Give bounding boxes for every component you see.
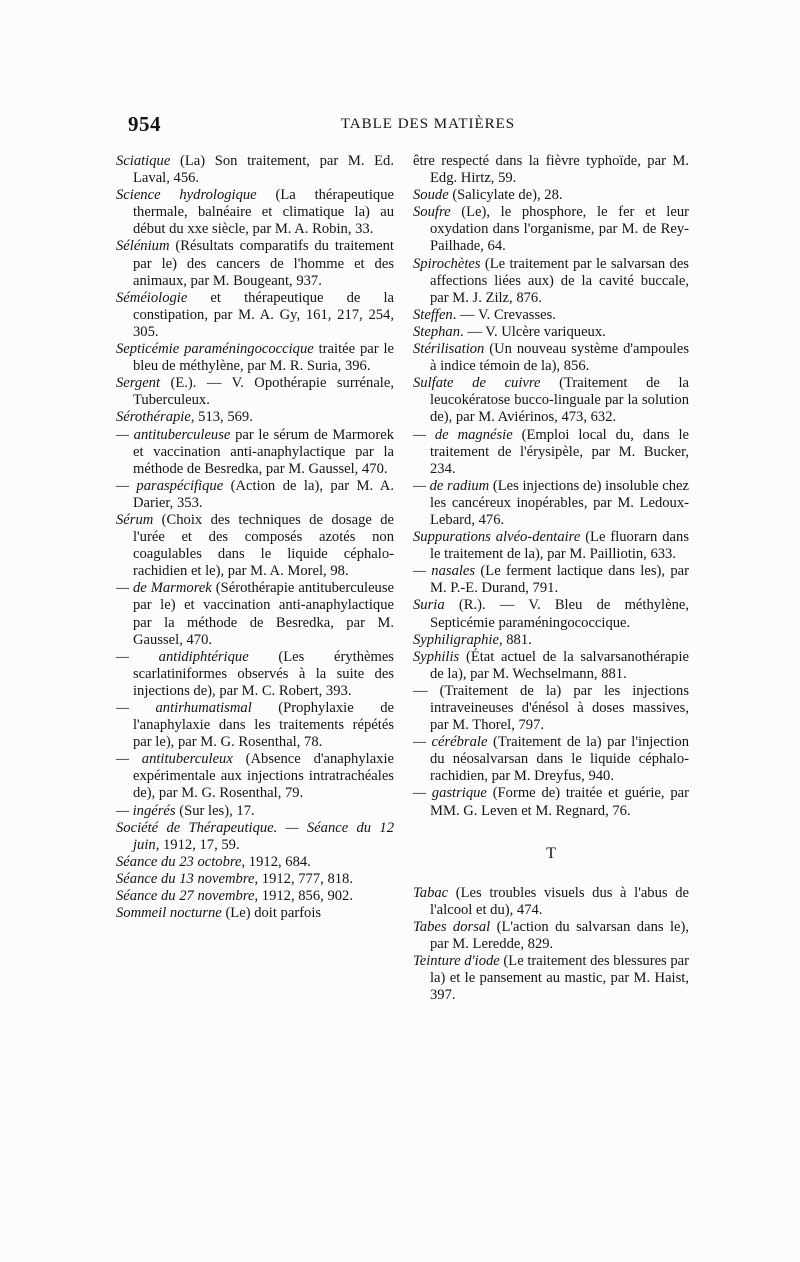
index-entry: [116, 153, 394, 187]
index-term: Syphilis: [413, 648, 460, 665]
index-entry: [413, 187, 689, 204]
index-reference: (Le) doit parfois: [221, 905, 322, 922]
index-reference: , 1912, 777, 818.: [254, 870, 353, 887]
index-entry: [413, 153, 689, 187]
section-letter: T: [546, 844, 556, 862]
page-header: [128, 112, 688, 142]
index-entry: [116, 803, 394, 820]
index-entry: [116, 427, 394, 478]
index-term: Tabes dorsal: [413, 918, 491, 935]
index-reference: (Le traitement des blessures par la) et le pansement au mastic, par M. Haist, 397.: [430, 953, 690, 1004]
index-reference: . — V. Ulcère variqueux.: [460, 323, 606, 340]
index-entry: [116, 512, 394, 580]
index-reference: , 1912, 17, 59.: [155, 836, 240, 853]
index-term: Sélénium: [116, 238, 170, 255]
index-term: Steffen: [413, 306, 453, 323]
index-term: Stérilisation: [413, 341, 485, 358]
index-entry: [413, 734, 689, 785]
index-entry: [413, 649, 689, 683]
index-reference: (E.). — V. Opothérapie surrénale, Tuberculeux.: [133, 375, 394, 409]
index-term: Stephan: [413, 323, 461, 340]
index-entry: [116, 375, 394, 409]
index-term: — antituberculeuse: [116, 426, 231, 443]
index-term: Spirochètes: [413, 255, 481, 272]
index-reference: (Sérothérapie antituberculeuse par le) et vaccination anti-anaphylactique par la méthode de Besredka, par M. Gaussel, 470.: [133, 580, 395, 648]
index-entry: [413, 919, 689, 953]
index-term: Soude: [413, 187, 449, 204]
index-term: — de Marmorek: [116, 580, 212, 597]
index-term: Sommeil nocturne: [116, 905, 222, 922]
index-reference: (R.). — V. Bleu de méthylène, Septicémie paraméningococcique.: [430, 597, 689, 631]
index-entry: [116, 341, 394, 375]
index-term: Sergent: [116, 375, 161, 392]
right-entries-s: [413, 153, 689, 820]
index-entry: [413, 597, 689, 631]
running-head: TABLE DES MATIÈRES: [340, 116, 516, 132]
index-term: Séance du 27 novembre: [116, 888, 255, 905]
index-term: Sciatique: [116, 153, 171, 169]
index-term: — nasales: [413, 563, 476, 580]
page-number: 954: [128, 112, 161, 136]
index-reference: par le sérum de Marmorek et vaccination anti-anaphylactique par la méthode de Besredka, par M. Gaussel, 470.: [133, 426, 394, 477]
index-term: — de magnésie: [413, 426, 513, 443]
index-entry: [116, 187, 394, 238]
index-entry: [413, 427, 689, 478]
index-term: Sérothérapie: [116, 409, 191, 426]
index-entry: [413, 307, 689, 324]
index-reference: (Résultats comparatifs du traitement par le) des cancers de l'homme et des animaux, par M. Bougeant, 937.: [133, 238, 394, 289]
index-reference: , 513, 569.: [190, 409, 253, 426]
index-term: — de radium: [413, 477, 490, 494]
index-reference: (Le ferment lactique dans les), par M. P.-E. Durand, 791.: [430, 563, 689, 597]
index-reference: , 881.: [498, 631, 532, 648]
index-reference: (Traitement de la leucokératose bucco-linguale par la solution de), par M. Aviérinos, 473, 632.: [430, 375, 689, 426]
index-entry: [116, 820, 394, 854]
index-entry: [116, 751, 394, 802]
index-term: — ingérés: [116, 802, 176, 819]
index-term: Suppurations alvéo-dentaire: [413, 529, 581, 546]
index-reference: (Salicylate de), 28.: [448, 187, 563, 204]
index-term: Syphiligraphie: [413, 631, 499, 648]
index-entry: [413, 341, 689, 375]
index-entry: [116, 905, 394, 922]
index-entry: [413, 785, 689, 819]
index-entry: [116, 238, 394, 289]
index-entry: [116, 649, 394, 700]
index-term: Septicémie paraméningococcique: [116, 341, 314, 358]
index-entry: [413, 632, 689, 649]
index-reference: (Traitement de la) par l'injection du néosalvarsan dans le liquide céphalo-rachidien, par M. Dreyfus, 940.: [430, 734, 690, 785]
index-term: Sulfate de cuivre: [413, 375, 541, 392]
index-entry: [413, 375, 689, 426]
index-reference: . — V. Crevasses.: [452, 306, 556, 323]
index-reference: (Les érythèmes scarlatiniformes observés à la suite des injections de), par M. C. Robert, 393.: [133, 648, 394, 699]
index-entry: [413, 563, 689, 597]
index-reference: (La) Son traitement, par M. Ed. Laval, 456.: [133, 153, 394, 187]
index-entry: [413, 885, 689, 919]
index-term: — cérébrale: [413, 734, 488, 751]
index-reference: (Emploi local du, dans le traitement de l'érysipèle, par M. Bucker, 234.: [430, 426, 689, 477]
index-reference: (Les injections de) insoluble chez les cancéreux inopérables, par M. Ledoux-Lebard, 476.: [430, 477, 690, 528]
index-entry: [413, 529, 689, 563]
index-reference: (Action de la), par M. A. Darier, 353.: [133, 477, 394, 511]
index-term: Suria: [413, 597, 445, 614]
index-entry: [413, 324, 689, 341]
index-reference: (Le), le phosphore, le fer et leur oxydation dans l'organisme, par M. de Rey-Pailhade, 64.: [430, 204, 689, 255]
right-entries-t: [413, 885, 689, 1005]
index-term: — antituberculeux: [116, 751, 233, 768]
right-column: [413, 153, 689, 1004]
index-reference: (L'action du salvarsan dans le), par M. Leredde, 829.: [430, 918, 689, 953]
index-reference: (Le fluorarn dans le traitement de la), par M. Pailliotin, 633.: [430, 529, 689, 563]
index-term: — antidiphtérique: [116, 648, 249, 665]
index-term: — antirhumatismal: [116, 700, 252, 716]
index-reference: et thérapeutique de la constipation, par M. A. Gy, 161, 217, 254, 305.: [133, 289, 394, 340]
index-reference: , 1912, 684.: [241, 853, 311, 870]
index-term: Séance du 23 octobre: [116, 853, 242, 870]
index-reference: , 1912, 856, 902.: [254, 888, 353, 905]
index-reference: (Choix des techniques de dosage de l'urée et des composés azotés non coagulables dans le liquide céphalo-rachidien et le), par M. A. Morel, 98.: [133, 511, 394, 580]
index-entry: [413, 204, 689, 255]
index-entry: [116, 700, 394, 751]
index-term: Séance du 13 novembre: [116, 870, 255, 887]
index-term: Sérum: [116, 511, 154, 528]
index-term: — gastrique: [413, 785, 487, 802]
index-entry: [116, 478, 394, 512]
index-entry: [116, 409, 394, 426]
index-entry: [116, 290, 394, 341]
index-term: — paraspécifique: [116, 477, 224, 494]
index-term: Science hydrologique: [116, 187, 257, 204]
index-reference: être respecté dans la fièvre typhoïde, par M. Edg. Hirtz, 59.: [413, 153, 689, 187]
index-entry: [116, 580, 394, 648]
index-entry: [413, 953, 689, 1004]
index-reference: (Les troubles visuels dus à l'abus de l'alcool et du), 474.: [430, 884, 689, 918]
left-column: [116, 153, 394, 922]
index-term: Teinture d'iode: [413, 953, 500, 970]
index-reference: (État actuel de la salvarsanothérapie de la), par M. Wechselmann, 881.: [430, 648, 689, 682]
index-reference: (Forme de) traitée et guérie, par MM. G. Leven et M. Regnard, 76.: [430, 785, 689, 819]
index-entry: [413, 683, 689, 734]
index-entry: [413, 478, 689, 529]
index-entry: [116, 854, 394, 871]
index-reference: (Le traitement par le salvarsan des affections liées aux) de la cavité buccale, par M. J. Zilz, 876.: [430, 255, 689, 306]
index-entry: [116, 888, 394, 905]
index-reference: (La thérapeutique thermale, balnéaire et climatique la) au début du xxe siècle, par M. A. Robin, 33.: [133, 187, 394, 238]
index-reference: (Prophylaxie de l'anaphylaxie dans les traitements répétés par le), par M. G. Rosenthal, 78.: [133, 700, 394, 751]
index-entry: [413, 256, 689, 307]
index-term: Société de Thérapeutique. — Séance du 12 juin: [116, 819, 394, 853]
index-term: Séméiologie: [116, 289, 188, 306]
index-reference: (Absence d'anaphylaxie expérimentale aux injections intratrachéales de), par M. G. Rosenthal, 79.: [133, 751, 394, 802]
index-reference: (Un nouveau système d'ampoules à indice témoin de la), 856.: [430, 341, 689, 375]
index-term: Soufre: [413, 204, 451, 221]
index-reference: (Sur les), 17.: [175, 802, 255, 819]
index-reference: — (Traitement de la) par les injections intraveineuses d'énésol à doses massives, par M. Thorel, 797.: [413, 682, 689, 734]
index-term: Tabac: [413, 884, 449, 901]
index-entry: [116, 871, 394, 888]
index-reference: traitée par le bleu de méthylène, par M. R. Suria, 396.: [133, 341, 394, 375]
